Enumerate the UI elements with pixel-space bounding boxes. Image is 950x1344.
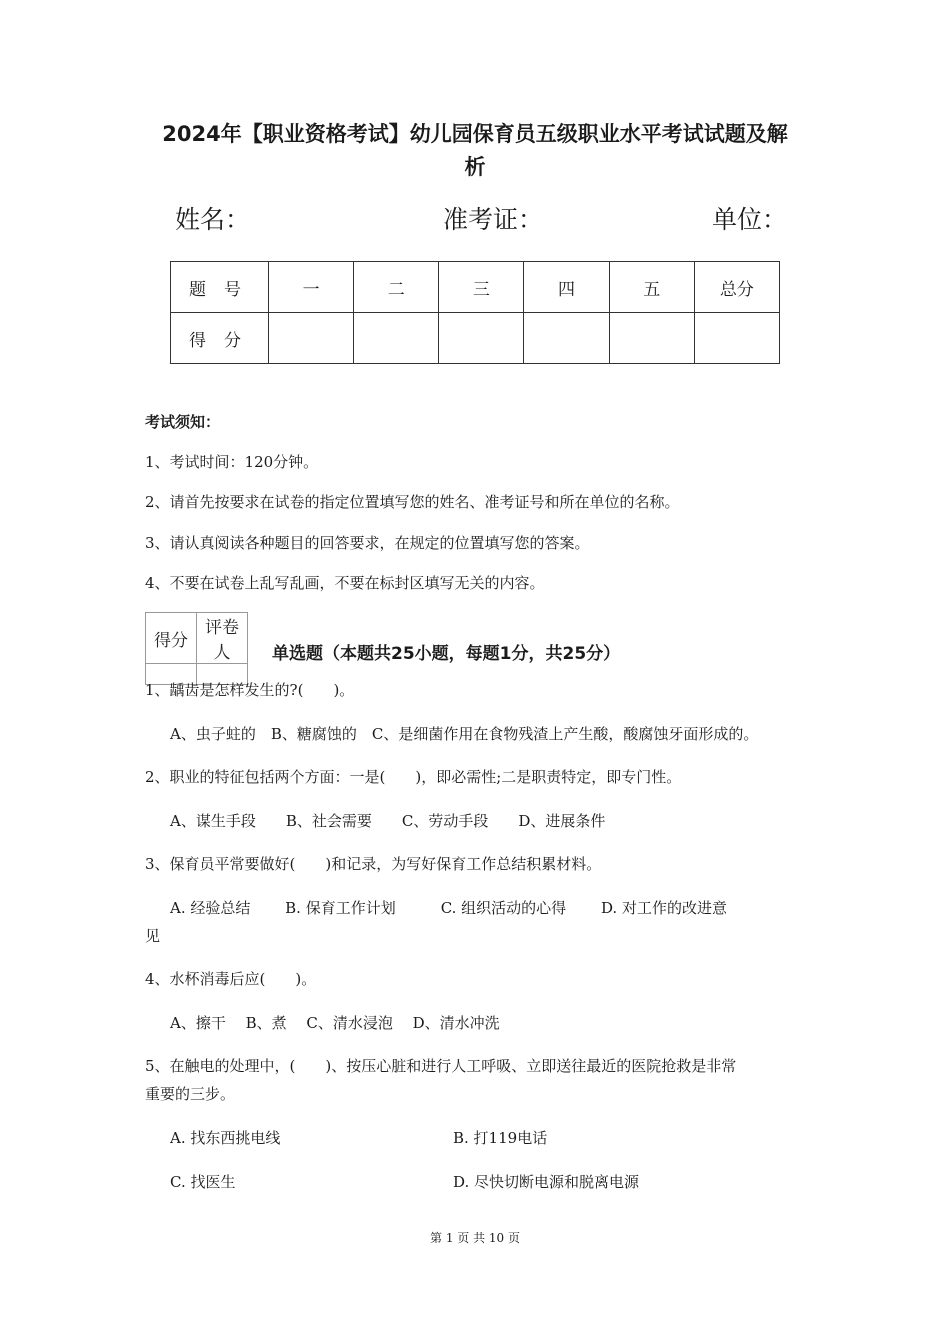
grader-reviewer-label: 评卷人 bbox=[197, 613, 248, 664]
question-3: 3、保育员平常要做好( )和记录，为写好保育工作总结积累材料。 bbox=[145, 855, 602, 873]
header-label: 题号 bbox=[171, 262, 269, 313]
column-header: 三 bbox=[439, 262, 524, 313]
question-5-option-c: C. 找医生 bbox=[170, 1173, 236, 1191]
score-table-header-row bbox=[171, 262, 780, 313]
score-table bbox=[170, 261, 780, 364]
notice-item: 2、请首先按要求在试卷的指定位置填写您的姓名、准考证号和所在单位的名称。 bbox=[145, 493, 680, 511]
score-cell[interactable] bbox=[524, 313, 609, 364]
notice-heading: 考试须知： bbox=[145, 413, 221, 431]
column-header: 总分 bbox=[694, 262, 779, 313]
question-3-options-cont: 见 bbox=[145, 927, 161, 945]
question-5-option-a: A. 找东西挑电线 bbox=[170, 1129, 281, 1147]
question-5-cont: 重要的三步。 bbox=[145, 1085, 236, 1103]
score-table-score-row bbox=[171, 313, 780, 364]
score-cell[interactable] bbox=[609, 313, 694, 364]
title-line-1: 2024年【职业资格考试】幼儿园保育员五级职业水平考试试题及解 bbox=[162, 122, 788, 146]
score-cell[interactable] bbox=[354, 313, 439, 364]
question-4: 4、水杯消毒后应( )。 bbox=[145, 970, 317, 988]
column-header: 五 bbox=[609, 262, 694, 313]
question-5-option-d: D. 尽快切断电源和脱离电源 bbox=[453, 1173, 640, 1191]
column-header: 四 bbox=[524, 262, 609, 313]
question-2: 2、职业的特征包括两个方面：一是( )，即必需性;二是职责特定，即专门性。 bbox=[145, 768, 682, 786]
question-2-options: A、谋生手段 B、社会需要 C、劳动手段 D、进展条件 bbox=[170, 812, 606, 830]
question-4-options: A、擦干 B、煮 C、清水浸泡 D、清水冲洗 bbox=[170, 1014, 500, 1032]
section-title: 单选题（本题共25小题，每题1分，共25分） bbox=[272, 644, 621, 664]
grader-score-label: 得分 bbox=[146, 613, 197, 664]
notice-item: 1、考试时间：120分钟。 bbox=[145, 453, 319, 471]
score-label: 得分 bbox=[171, 313, 269, 364]
column-header: 一 bbox=[269, 262, 354, 313]
title-line-2: 析 bbox=[464, 155, 486, 179]
question-1: 1、龋齿是怎样发生的?( )。 bbox=[145, 681, 355, 699]
notice-item: 4、不要在试卷上乱写乱画，不要在标封区填写无关的内容。 bbox=[145, 574, 545, 592]
score-cell[interactable] bbox=[269, 313, 354, 364]
name-label: 姓名： bbox=[175, 205, 251, 234]
score-cell[interactable] bbox=[439, 313, 524, 364]
question-1-options: A、虫子蛀的 B、糖腐蚀的 C、是细菌作用在食物残渣上产生酸，酸腐蚀牙面形成的。 bbox=[170, 725, 759, 743]
exam-number-label: 准考证： bbox=[443, 205, 544, 234]
score-cell[interactable] bbox=[694, 313, 779, 364]
question-3-options: A. 经验总结 B. 保育工作计划 C. 组织活动的心得 D. 对工作的改进意 bbox=[170, 899, 727, 917]
unit-label: 单位： bbox=[712, 205, 788, 234]
document-title bbox=[130, 118, 820, 184]
column-header: 二 bbox=[354, 262, 439, 313]
notice-item: 3、请认真阅读各种题目的回答要求，在规定的位置填写您的答案。 bbox=[145, 534, 590, 552]
question-5: 5、在触电的处理中，( )、按压心脏和进行人工呼吸、立即送往最近的医院抢救是非常 bbox=[145, 1057, 737, 1075]
question-5-option-b: B. 打119电话 bbox=[453, 1129, 548, 1147]
page-footer: 第 1 页 共 10 页 bbox=[430, 1231, 520, 1245]
grader-box bbox=[145, 612, 248, 685]
